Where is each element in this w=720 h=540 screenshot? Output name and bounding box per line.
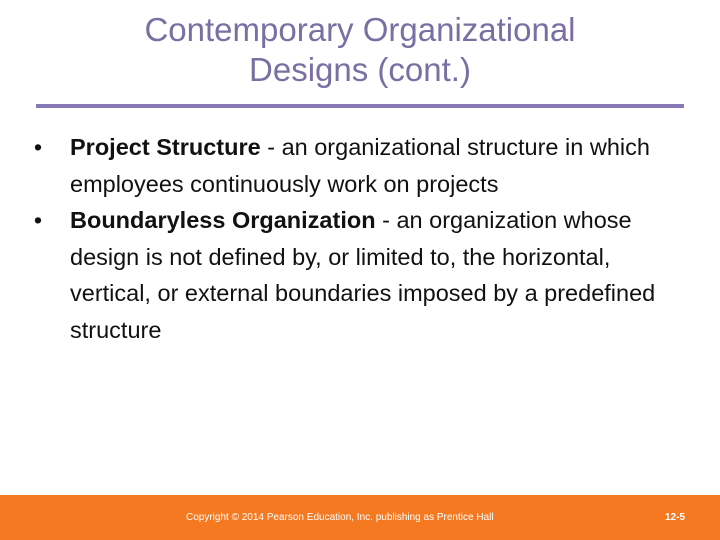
- bullet-separator: -: [375, 207, 397, 233]
- bullet-list: [28, 129, 688, 348]
- bullet-separator: -: [260, 134, 282, 160]
- title-divider: [36, 104, 684, 108]
- footer-bar: [0, 495, 720, 540]
- slide-title-line-2: Designs (cont.): [249, 51, 471, 88]
- page-number: 12-5: [664, 512, 685, 523]
- slide-title: [60, 10, 660, 90]
- copyright-text: Copyright © 2014 Pearson Education, Inc. publishing as Prentice Hall: [186, 512, 494, 523]
- bullet-item-boundaryless-organization: [28, 202, 688, 348]
- bullet-item-project-structure: [28, 129, 688, 202]
- bullet-term: Project Structure: [70, 134, 261, 160]
- slide-title-line-1: Contemporary Organizational: [144, 11, 576, 48]
- bullet-icon: •: [33, 207, 43, 233]
- bullet-term: Boundaryless Organization: [70, 207, 376, 233]
- bullet-icon: •: [33, 134, 43, 160]
- bullet-definition: an organization whose design is not defined by, or limited to, the horizontal, vertical, or external boundaries imposed by a predefined structure: [70, 207, 656, 343]
- bullet-definition: an organizational structure in which employees continuously work on projects: [70, 134, 650, 197]
